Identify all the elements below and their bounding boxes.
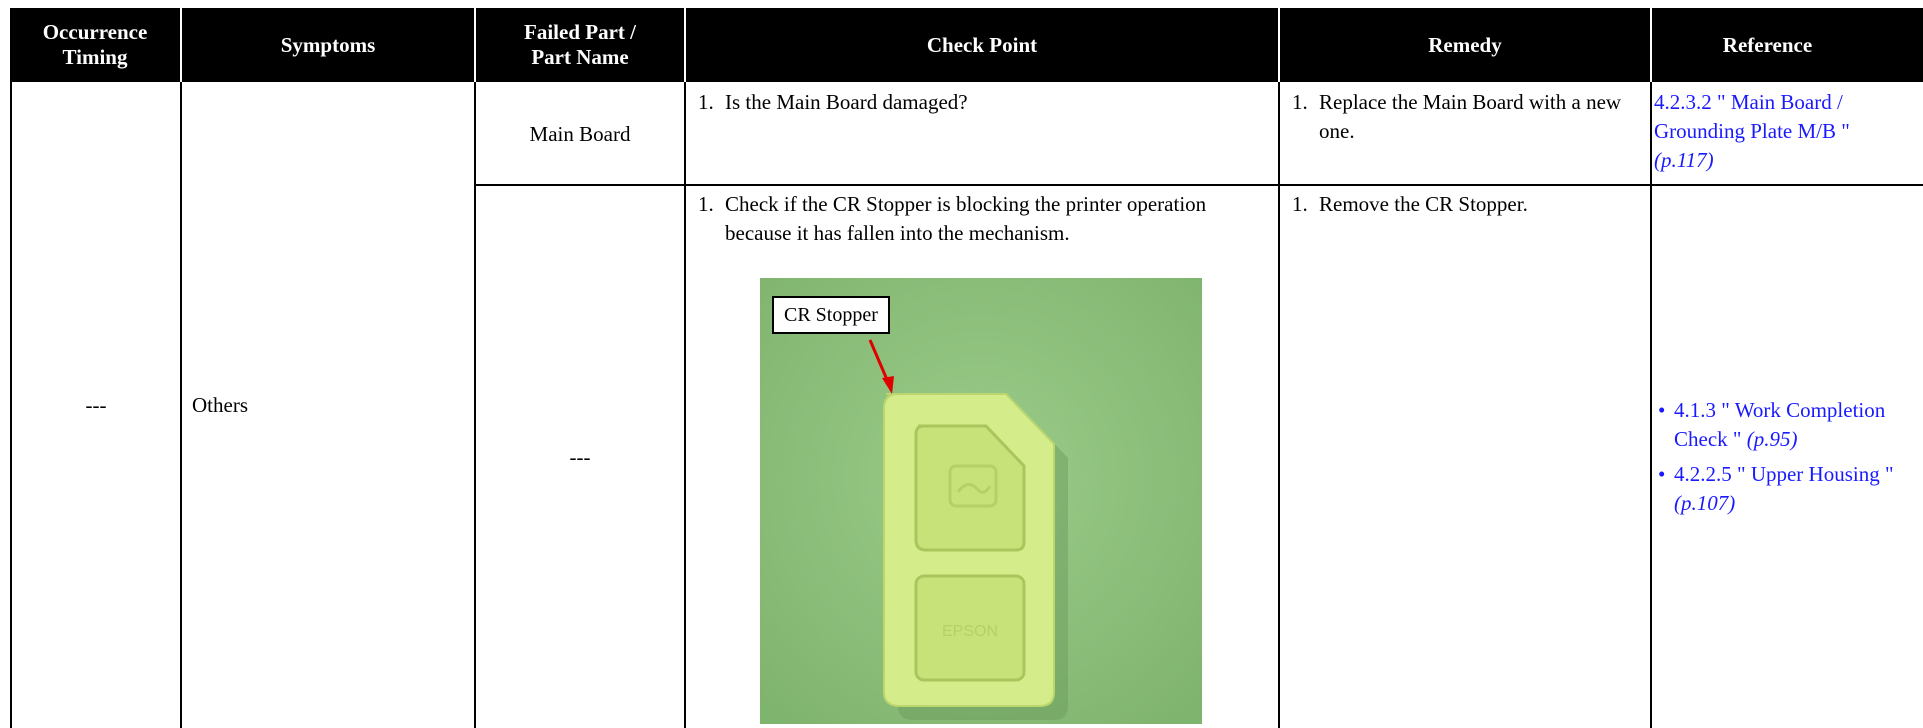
check-point-text: Is the Main Board damaged? xyxy=(725,90,968,114)
reference-page[interactable]: (p.107) xyxy=(1674,491,1736,515)
header-remedy xyxy=(1280,8,1650,82)
troubleshooting-table xyxy=(10,8,1923,728)
list-number: 1. xyxy=(1292,90,1308,114)
remedy-cell xyxy=(1292,88,1640,146)
symptom-value: Others xyxy=(192,392,248,417)
header-failed-part xyxy=(476,8,684,82)
grid-line xyxy=(1650,82,1652,728)
reference-link[interactable] xyxy=(1674,462,1894,515)
header-label: Check Point xyxy=(926,32,1038,57)
bullet-icon: • xyxy=(1658,398,1666,422)
cr-stopper-illustration xyxy=(760,278,1202,724)
header-label: Occurrence Timing xyxy=(42,20,148,69)
header-divider xyxy=(474,8,476,82)
remedy-cell xyxy=(1292,190,1640,219)
reference-page[interactable]: (p.117) xyxy=(1654,148,1714,172)
reference-list xyxy=(1658,396,1923,518)
remedy-list xyxy=(1292,190,1640,219)
reference-link[interactable] xyxy=(1654,90,1850,172)
header-label: Reference xyxy=(1722,32,1813,57)
reference-link[interactable] xyxy=(1674,398,1885,451)
reference-page[interactable]: (p.95) xyxy=(1746,427,1798,451)
failed-part-cell xyxy=(476,186,684,728)
header-divider xyxy=(1278,8,1280,82)
header-divider xyxy=(684,8,686,82)
header-divider xyxy=(180,8,182,82)
reference-link-text[interactable]: 4.1.3 " Work Completion Check " xyxy=(1674,398,1886,451)
reference-link-text[interactable]: 4.2.2.5 " Upper Housing " xyxy=(1674,462,1894,486)
list-item xyxy=(1292,190,1640,219)
list-item xyxy=(1292,88,1640,146)
symptoms-cell xyxy=(192,82,462,728)
callout-label: CR Stopper xyxy=(772,296,890,334)
check-point-cell xyxy=(698,190,1268,248)
check-point-list xyxy=(698,190,1268,248)
failed-part-cell xyxy=(476,84,684,184)
occurrence-timing-value: --- xyxy=(85,392,107,417)
embossed-text: EPSON xyxy=(942,623,999,640)
header-label: Symptoms xyxy=(280,32,376,57)
failed-part-value: Main Board xyxy=(529,121,631,146)
header-divider xyxy=(1650,8,1652,82)
check-point-list xyxy=(698,88,1268,117)
header-symptoms xyxy=(182,8,474,82)
list-number: 1. xyxy=(698,192,714,216)
header-check-point xyxy=(686,8,1278,82)
reference-cell xyxy=(1654,88,1904,175)
grid-line xyxy=(1278,82,1280,728)
check-point-cell xyxy=(698,88,1268,117)
header-occurrence-timing xyxy=(10,8,180,82)
cr-stopper-photo xyxy=(760,278,1202,724)
header-label: Remedy xyxy=(1428,32,1502,57)
header-reference xyxy=(1652,8,1923,82)
list-number: 1. xyxy=(698,90,714,114)
occurrence-timing-cell xyxy=(12,82,180,728)
header-label: Failed Part / Part Name xyxy=(524,20,636,69)
remedy-list xyxy=(1292,88,1640,146)
check-point-text: Check if the CR Stopper is blocking the printer operation because it has fallen into the mechanism. xyxy=(725,192,1207,245)
list-item xyxy=(698,190,1268,248)
grid-line xyxy=(684,82,686,728)
reference-cell xyxy=(1658,186,1923,728)
list-item xyxy=(698,88,1268,117)
remedy-text: Replace the Main Board with a new one. xyxy=(1319,90,1622,143)
reference-link-text[interactable]: 4.2.3.2 " Main Board / Grounding Plate M/B " xyxy=(1654,90,1850,143)
failed-part-value: --- xyxy=(569,444,591,469)
reference-list-item xyxy=(1658,460,1923,518)
reference-list-item xyxy=(1658,396,1923,454)
list-number: 1. xyxy=(1292,192,1308,216)
bullet-icon: • xyxy=(1658,462,1666,486)
grid-line xyxy=(180,82,182,728)
remedy-text: Remove the CR Stopper. xyxy=(1319,192,1528,216)
